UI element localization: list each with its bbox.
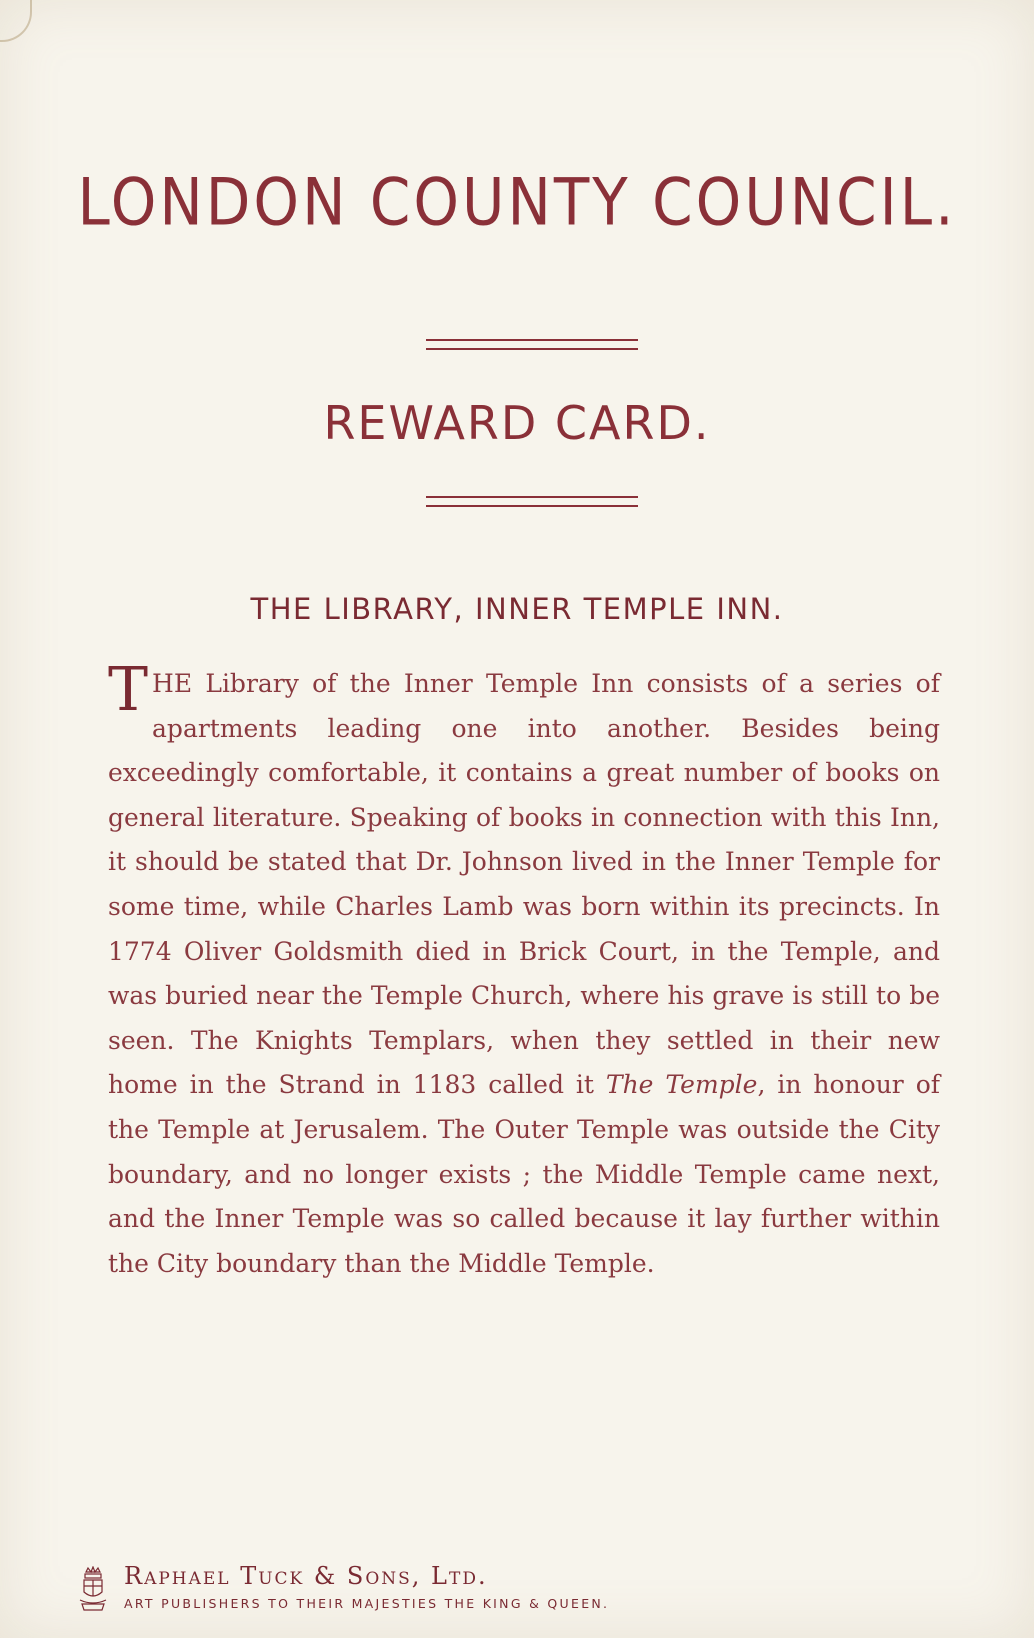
corner-mark [0,0,32,42]
publisher-imprint [76,1562,836,1622]
card-subtitle: REWARD CARD. [323,396,711,450]
body-text-part-2: , in honour of the Temple at Jerusalem. The Outer Temple was outside the City boundary, and no longer exists ; the Middle Temple came next, and the Inner Temple was so called because it lay further within the City boundary than the Middle Temple. [108,1070,941,1278]
body-text-part-1: HE Library of the Inner Temple Inn consists of a series of apartments leading one into another. Besides being exceedingly comfortable, it contains a great number of books on general literature. Speaking of books in connection with this Inn, it should be stated that Dr. Johnson lived in the Inner Temple for some time, while Charles Lamb was born within its precincts. In 1774 Oliver Goldsmith died in Brick Court, in the Temple, and was buried near the Temple Church, where his grave is still to be seen. The Knights Templars, when they settled in their new home in the Strand in 1183 called it [108,669,940,1100]
body-text-italic: The Temple [605,1070,758,1100]
double-rule-top [426,339,638,350]
royal-crest-icon [76,1566,110,1614]
card-title: LONDON COUNTY COUNCIL. [77,163,957,241]
publisher-name: Raphael Tuck & Sons, Ltd. [124,1562,488,1590]
double-rule-bottom [426,496,638,507]
body-paragraph [108,655,941,1286]
section-heading: THE LIBRARY, INNER TEMPLE INN. [250,592,784,626]
drop-cap: T [108,655,149,725]
publisher-tagline: ART PUBLISHERS TO THEIR MAJESTIES THE KING & QUEEN. [124,1596,610,1611]
